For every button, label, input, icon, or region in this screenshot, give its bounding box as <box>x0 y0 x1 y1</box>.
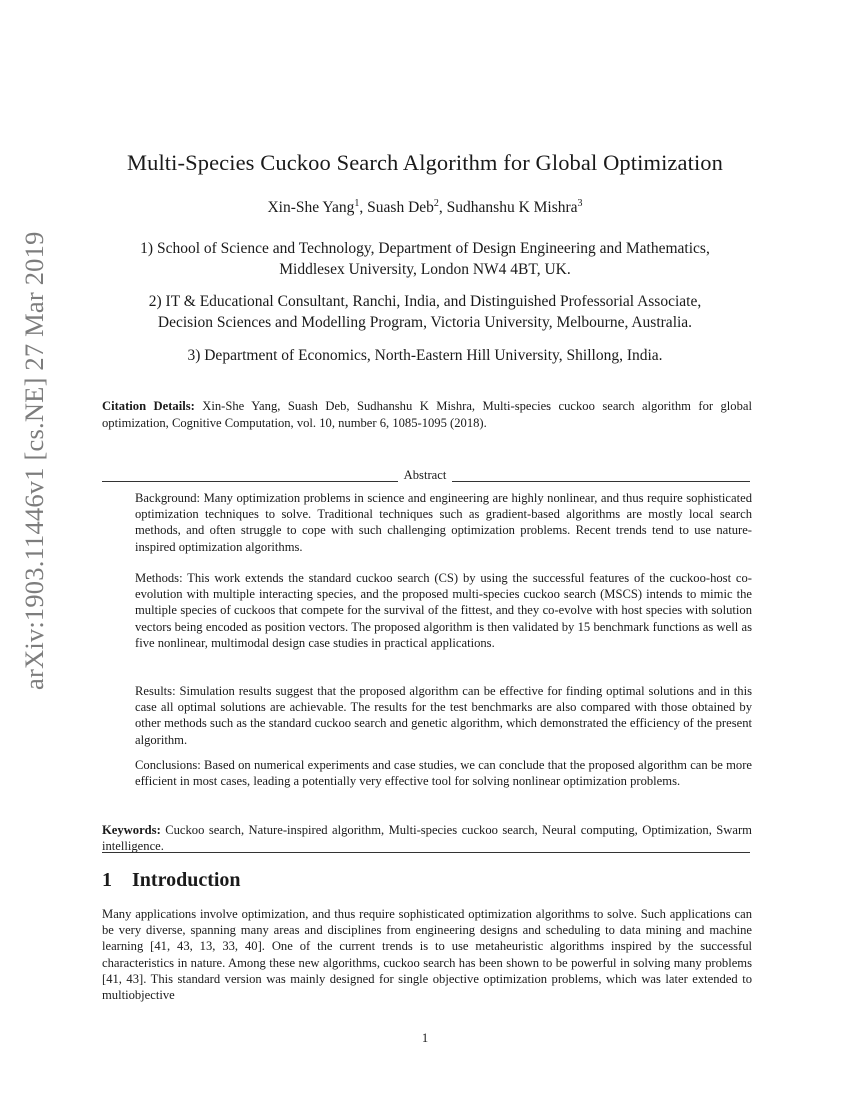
keywords-label: Keywords: <box>102 823 161 837</box>
author-affiliation-mark: 3 <box>577 197 583 209</box>
section-title: Introduction <box>132 869 241 891</box>
abstract-bottom-rule <box>102 852 750 853</box>
affiliation-2 <box>90 291 760 333</box>
affiliation-line: Middlesex University, London NW4 4BT, UK. <box>279 261 571 278</box>
abstract-heading-text: Abstract <box>398 468 453 482</box>
section-number: 1 <box>102 869 112 891</box>
author-affiliation-mark: 1 <box>354 197 360 209</box>
abstract-results: Results: Simulation results suggest that the proposed algorithm can be effective for finding optimal solutions and in this case all optimal solutions are achievable. The results for the test benchmarks are also compared with those obtained by other methods such as the standard cuckoo search and genetic algorithm, which demonstrated the efficiency of the present algorithm. <box>135 684 752 747</box>
page-number: 1 <box>421 1031 429 1045</box>
keywords <box>102 822 752 854</box>
author-name: Sudhanshu K Mishra <box>446 199 578 216</box>
citation-text: Xin-She Yang, Suash Deb, Sudhanshu K Mishra, Multi-species cuckoo search algorithm for global optimization, Cognitive Computation, vol. 10, number 6, 1085-1095 (2018). <box>102 399 752 430</box>
abstract-background: Background: Many optimization problems in science and engineering are highly nonlinear, and thus require sophisticated optimization techniques to solve. Traditional techniques such as gradient-based algorithms are mostly local search methods, and often struggle to cope with such challenging optimization problems. Recent trends tend to use nature-inspired optimization algorithms. <box>135 491 752 554</box>
citation-label: Citation Details: <box>102 399 195 413</box>
section-heading <box>102 869 241 892</box>
affiliation-3 <box>90 345 760 366</box>
author-affiliation-mark: 2 <box>433 197 439 209</box>
affiliation-line: Decision Sciences and Modelling Program, Victoria University, Melbourne, Australia. <box>157 314 693 331</box>
citation-details <box>102 398 752 432</box>
abstract-methods: Methods: This work extends the standard cuckoo search (CS) by using the successful features of the cuckoo-host co-evolution with multiple interacting species, and the proposed multi-species cuckoo search (MSCS) intends to mimic the multiple species of cuckoos that compete for the survival of the fittest, and they co-evolve with host species with solution vectors being encoded as position vectors. The proposed algorithm is then validated by 15 benchmark functions as well as five nonlinear, multimodal design case studies in practical applications. <box>135 571 752 650</box>
affiliation-line: 2) IT & Educational Consultant, Ranchi, India, and Distinguished Professorial Associate, <box>148 293 702 310</box>
author-name: Xin-She Yang <box>267 199 355 216</box>
keywords-text: Cuckoo search, Nature-inspired algorithm, Multi-species cuckoo search, Neural computing, Optimization, Swarm intelligence. <box>102 823 752 854</box>
introduction-paragraph: Many applications involve optimization, and thus require sophisticated optimization algorithms to solve. Such applications can be very diverse, spanning many areas and disciplines from engineering designs and scheduling to data mining and machine learning [41, 43, 13, 33, 40]. One of the current trends is to use metaheuristic algorithms inspired by the successful characteristics in nature. Among these new algorithms, cuckoo search has been shown to be powerful in solving many problems [41, 43]. This standard version was mainly designed for single objective optimization problems, which was later extended to multiobjective <box>102 907 752 1003</box>
author-list: Xin-She Yang$^1$, Suash Deb$^2$, Sudhanshu K Mishra$^3$ <box>267 197 583 216</box>
abstract-conclusions: Conclusions: Based on numerical experiments and case studies, we can conclude that the proposed algorithm can be more efficient in most cases, leading a potentially very effective tool for solving nonlinear optimization problems. <box>135 758 752 789</box>
paper-title: Multi-Species Cuckoo Search Algorithm for Global Optimization <box>127 150 723 175</box>
affiliation-line: 1) School of Science and Technology, Department of Design Engineering and Mathematics, <box>140 240 710 257</box>
abstract-heading <box>0 468 850 483</box>
arxiv-identifier-stamp: arXiv:1903.11446v1 [cs.NE] 27 Mar 2019 <box>19 231 49 690</box>
affiliation-line: 3) Department of Economics, North-Eastern Hill University, Shillong, India. <box>187 347 663 364</box>
affiliation-1 <box>90 238 760 280</box>
author-name: Suash Deb <box>367 199 434 216</box>
